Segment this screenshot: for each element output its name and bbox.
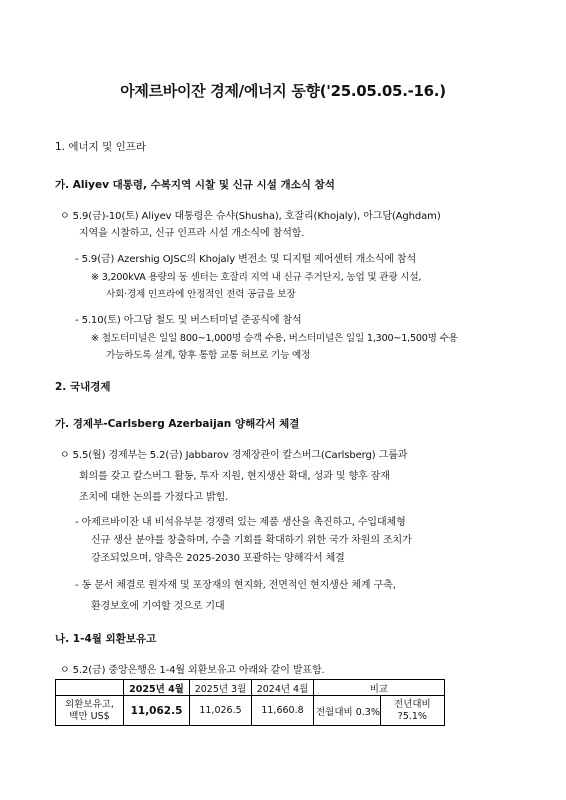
table-row-label (56, 696, 124, 726)
table-header-apr2025: 2025년 4월 (124, 680, 190, 696)
section-1a-bullet-line1: ㅇ 5.9(금)-10(토) Aliyev 대통령은 슈샤(Shusha), 호잘리(Khojaly), 아그담(Aghdam) (60, 211, 441, 222)
table-row (56, 696, 445, 726)
section-2a-dash-1-line1: - 아제르바이잔 내 비석유부문 경쟁력 있는 제품 생산을 촉진하고, 수입대체형 (75, 517, 406, 528)
page-title: 아제르바이잔 경제/에너지 동향('25.05.05.-16.) (120, 82, 446, 100)
table-row-label-line2: 백만 US$ (69, 710, 110, 722)
section-2a-dash-2-line1: - 동 문서 체결로 원자재 및 포장재의 현지화, 전면적인 현지생산 체계 구축, (75, 580, 396, 591)
section-2a-dash-1-line2: 신규 생산 분야를 창출하며, 수출 기회를 확대하기 위한 국가 차원의 조치가 (91, 535, 412, 546)
section-1a-note-1-line2: 사회·경제 인프라에 안정적인 전력 공급을 보장 (106, 289, 296, 300)
section-1a-dash-2: - 5.10(토) 아그담 철도 및 버스터미널 준공식에 참석 (75, 315, 302, 326)
table-header-mar2025: 2025년 3월 (190, 680, 252, 696)
section-1a-bullet-line2: 지역을 시찰하고, 신규 인프라 시설 개소식에 참석함. (79, 228, 305, 239)
table-header-empty (56, 680, 124, 696)
section-2a-bullet-line2: 회의를 갖고 칼스버그 활동, 투자 지원, 현지생산 확대, 성과 및 향후 잠재 (79, 471, 390, 482)
table-header-compare: 비교 (314, 680, 445, 696)
section-2b-bullet: ㅇ 5.2(금) 중앙은행은 1-4월 외환보유고 아래와 같이 발표함. (60, 665, 325, 676)
table-cell-yoy-line2: ?5.1% (397, 710, 427, 722)
section-1a-note-2-line2: 가능하도록 설계, 향후 통합 교통 허브로 기능 예정 (106, 350, 311, 361)
table-cell-yoy (380, 696, 444, 726)
table-cell-yoy-line1: 전년대비 (394, 698, 431, 710)
section-1a-note-1-line1: ※ 3,200kVA 용량의 동 센터는 호잘리 지역 내 신규 주거단지, 농업 및 관광 시설, (91, 272, 422, 283)
section-2a-dash-2-line2: 환경보호에 기여할 것으로 기대 (91, 601, 225, 612)
table-cell-mom: 전월대비 0.3% (314, 696, 381, 726)
table-row-label-line1: 외환보유고, (65, 698, 114, 710)
table-header-apr2024: 2024년 4월 (252, 680, 314, 696)
section-2a-bullet-line1: ㅇ 5.5(월) 경제부는 5.2(금) Jabbarov 경제장관이 칼스버그(Carlsberg) 그룹과 (60, 450, 408, 461)
section-1a-dash-1: - 5.9(금) Azershig OJSC의 Khojaly 변전소 및 디지털 제어센터 개소식에 참석 (75, 254, 417, 265)
section-2a-heading: 가. 경제부-Carlsberg Azerbaijan 양해각서 체결 (55, 418, 300, 430)
section-2b-heading: 나. 1-4월 외환보유고 (55, 633, 157, 645)
section-1a-note-2-line1: ※ 철도터미널은 일일 800~1,000명 승객 수용, 버스터미널은 일일 1,300~1,500명 수용 (91, 333, 458, 344)
section-2a-dash-1-line3: 강조되었으며, 양측은 2025-2030 포괄하는 양해각서 체결 (91, 553, 345, 564)
section-1-heading: 1. 에너지 및 인프라 (55, 141, 147, 153)
table-cell-mar2025: 11,026.5 (190, 696, 252, 726)
fx-reserve-table (55, 679, 445, 726)
section-1a-heading: 가. Aliyev 대통령, 수복지역 시찰 및 신규 시설 개소식 참석 (55, 179, 335, 191)
section-2-heading: 2. 국내경제 (55, 381, 111, 393)
table-cell-apr2025: 11,062.5 (124, 696, 190, 726)
table-header-row (56, 680, 445, 696)
table-cell-apr2024: 11,660.8 (252, 696, 314, 726)
section-2a-bullet-line3: 조치에 대한 논의를 가졌다고 밝힘. (79, 492, 229, 503)
